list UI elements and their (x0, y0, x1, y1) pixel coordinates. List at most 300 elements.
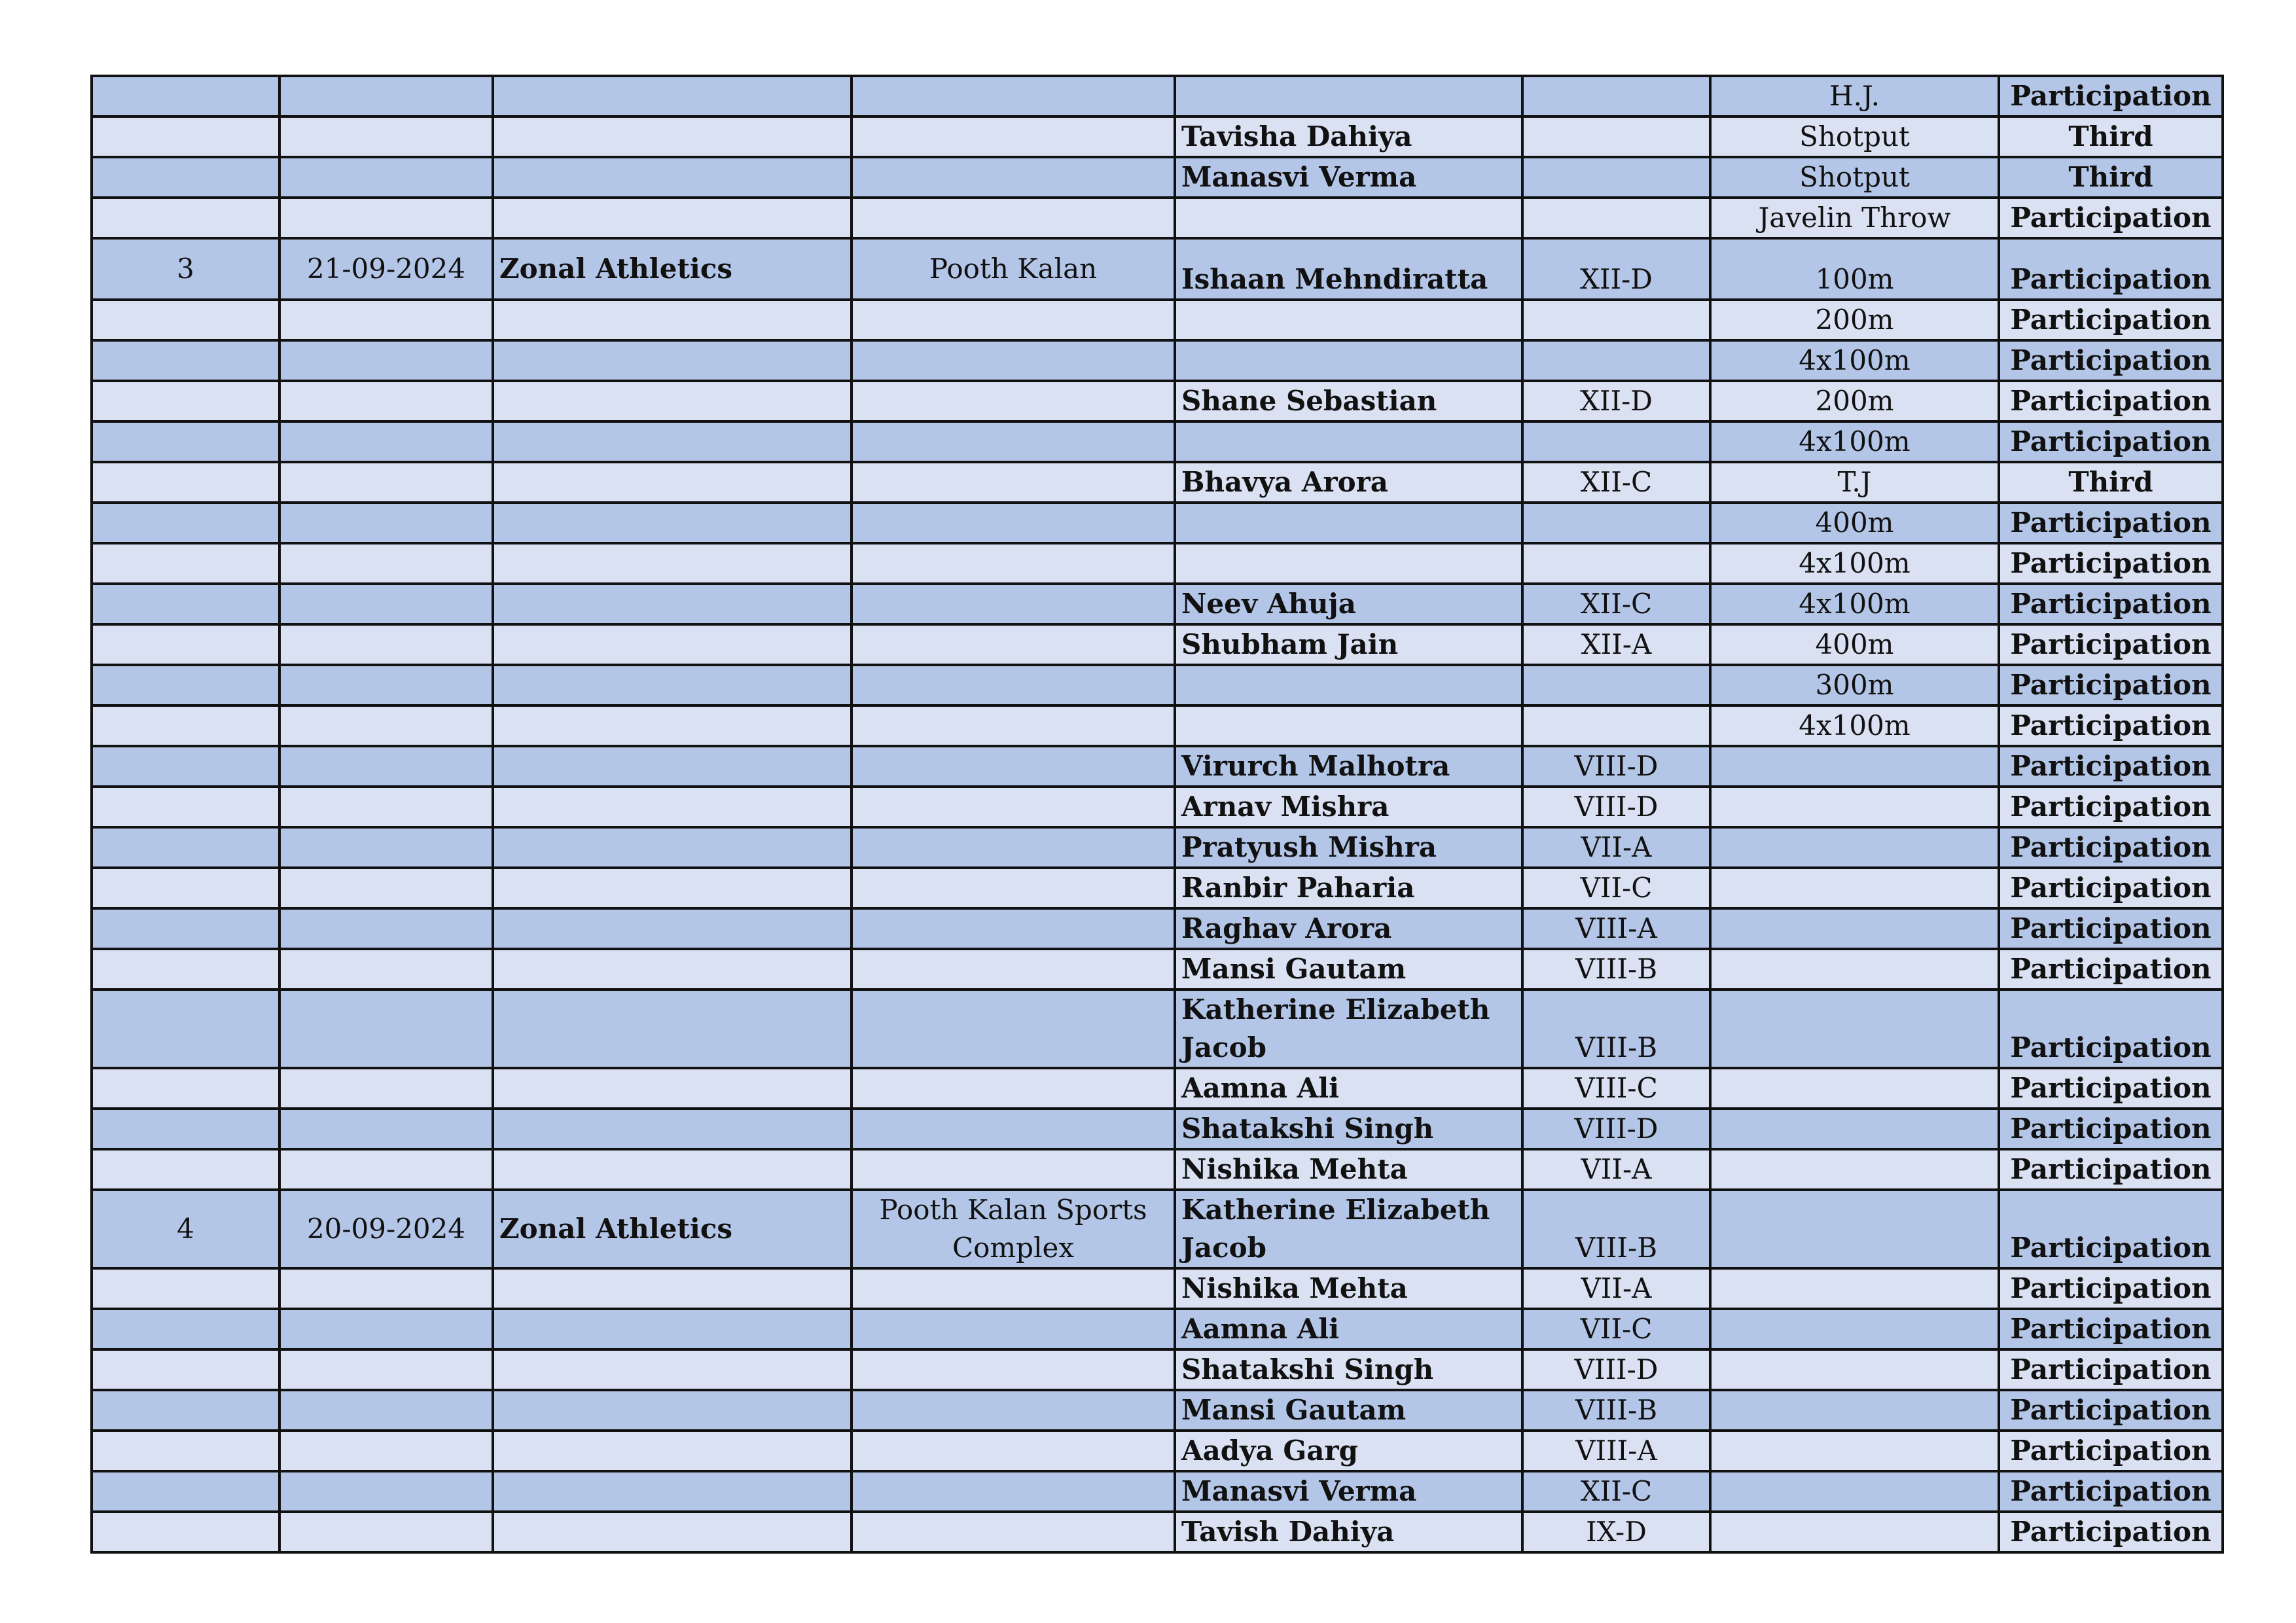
venue-cell (852, 1149, 1175, 1190)
student-name-cell: Katherine Elizabeth Jacob (1175, 990, 1522, 1068)
event-item-cell (1710, 1268, 1999, 1309)
event-cell (493, 76, 852, 116)
class-cell (1522, 421, 1710, 462)
table-row (92, 1390, 2223, 1431)
class-cell: VIII-D (1522, 1109, 1710, 1149)
event-cell (493, 198, 852, 238)
date-cell (279, 421, 493, 462)
date-cell (279, 462, 493, 503)
class-cell: VIII-B (1522, 1190, 1710, 1268)
event-item-cell (1710, 787, 1999, 827)
student-name-cell (1175, 665, 1522, 705)
serial-number-cell (92, 990, 279, 1068)
class-cell: XII-A (1522, 624, 1710, 665)
event-item-cell: 4x100m (1710, 584, 1999, 624)
event-item-cell (1710, 1431, 1999, 1471)
event-cell (493, 1349, 852, 1390)
class-cell (1522, 665, 1710, 705)
event-item-cell: 4x100m (1710, 705, 1999, 746)
student-name-cell: Nishika Mehta (1175, 1149, 1522, 1190)
event-item-cell (1710, 1149, 1999, 1190)
class-cell: VIII-D (1522, 746, 1710, 787)
venue-cell (852, 543, 1175, 584)
student-name-cell: Neev Ahuja (1175, 584, 1522, 624)
serial-number-cell (92, 1309, 279, 1349)
position-cell: Participation (1999, 1068, 2223, 1109)
table-row (92, 157, 2223, 198)
event-item-cell (1710, 908, 1999, 949)
date-cell (279, 1309, 493, 1349)
date-cell (279, 908, 493, 949)
table-row (92, 1349, 2223, 1390)
date-cell (279, 503, 493, 543)
position-cell: Participation (1999, 908, 2223, 949)
position-cell: Participation (1999, 990, 2223, 1068)
position-cell: Participation (1999, 1349, 2223, 1390)
serial-number-cell (92, 198, 279, 238)
event-item-cell: 4x100m (1710, 543, 1999, 584)
student-name-cell: Mansi Gautam (1175, 1390, 1522, 1431)
serial-number-cell (92, 543, 279, 584)
serial-number-cell (92, 705, 279, 746)
table-row (92, 238, 2223, 300)
table-row (92, 543, 2223, 584)
class-cell (1522, 76, 1710, 116)
event-item-cell (1710, 1190, 1999, 1268)
class-cell (1522, 157, 1710, 198)
position-cell: Participation (1999, 787, 2223, 827)
table-row (92, 1268, 2223, 1309)
date-cell (279, 1512, 493, 1552)
table-row (92, 340, 2223, 381)
event-cell (493, 381, 852, 421)
event-item-cell (1710, 1109, 1999, 1149)
serial-number-cell (92, 503, 279, 543)
event-item-cell (1710, 868, 1999, 908)
class-cell: VIII-B (1522, 1390, 1710, 1431)
event-item-cell: 100m (1710, 238, 1999, 300)
venue-cell: Pooth Kalan Sports Complex (852, 1190, 1175, 1268)
table-row (92, 462, 2223, 503)
event-cell (493, 1109, 852, 1149)
event-cell (493, 157, 852, 198)
table-row (92, 908, 2223, 949)
student-name-cell: Shatakshi Singh (1175, 1349, 1522, 1390)
table-row (92, 1471, 2223, 1512)
class-cell: VIII-A (1522, 908, 1710, 949)
class-cell: VIII-D (1522, 1349, 1710, 1390)
venue-cell (852, 827, 1175, 868)
student-name-cell: Katherine Elizabeth Jacob (1175, 1190, 1522, 1268)
event-cell (493, 543, 852, 584)
date-cell (279, 665, 493, 705)
position-cell: Participation (1999, 238, 2223, 300)
event-cell: Zonal Athletics (493, 1190, 852, 1268)
serial-number-cell (92, 1390, 279, 1431)
class-cell (1522, 116, 1710, 157)
class-cell: XII-D (1522, 381, 1710, 421)
student-name-cell: Aadya Garg (1175, 1431, 1522, 1471)
serial-number-cell (92, 1512, 279, 1552)
table-row (92, 1190, 2223, 1268)
event-item-cell (1710, 990, 1999, 1068)
serial-number-cell (92, 300, 279, 340)
event-cell (493, 1390, 852, 1431)
date-cell (279, 198, 493, 238)
date-cell (279, 157, 493, 198)
venue-cell (852, 1309, 1175, 1349)
student-name-cell: Tavish Dahiya (1175, 1512, 1522, 1552)
event-cell: Zonal Athletics (493, 238, 852, 300)
table-row (92, 827, 2223, 868)
date-cell (279, 827, 493, 868)
position-cell: Third (1999, 116, 2223, 157)
class-cell: VII-C (1522, 868, 1710, 908)
venue-cell (852, 116, 1175, 157)
date-cell (279, 1471, 493, 1512)
serial-number-cell (92, 462, 279, 503)
venue-cell (852, 198, 1175, 238)
results-table (90, 75, 2224, 1554)
student-name-cell (1175, 198, 1522, 238)
date-cell (279, 1109, 493, 1149)
student-name-cell: Virurch Malhotra (1175, 746, 1522, 787)
venue-cell (852, 1268, 1175, 1309)
event-cell (493, 1068, 852, 1109)
event-cell (493, 300, 852, 340)
position-cell: Participation (1999, 584, 2223, 624)
venue-cell (852, 787, 1175, 827)
class-cell (1522, 300, 1710, 340)
date-cell (279, 746, 493, 787)
venue-cell (852, 421, 1175, 462)
event-cell (493, 1309, 852, 1349)
serial-number-cell (92, 340, 279, 381)
venue-cell (852, 1431, 1175, 1471)
position-cell: Participation (1999, 503, 2223, 543)
venue-cell (852, 665, 1175, 705)
serial-number-cell (92, 1068, 279, 1109)
class-cell (1522, 503, 1710, 543)
event-cell (493, 949, 852, 990)
student-name-cell (1175, 421, 1522, 462)
class-cell (1522, 198, 1710, 238)
table-row (92, 116, 2223, 157)
student-name-cell (1175, 543, 1522, 584)
class-cell: VIII-C (1522, 1068, 1710, 1109)
serial-number-cell (92, 421, 279, 462)
position-cell: Participation (1999, 300, 2223, 340)
serial-number-cell (92, 1268, 279, 1309)
venue-cell (852, 300, 1175, 340)
student-name-cell: Mansi Gautam (1175, 949, 1522, 990)
table-row (92, 705, 2223, 746)
student-name-cell: Tavisha Dahiya (1175, 116, 1522, 157)
class-cell: VIII-B (1522, 949, 1710, 990)
date-cell (279, 868, 493, 908)
event-cell (493, 827, 852, 868)
position-cell: Participation (1999, 665, 2223, 705)
event-item-cell: 400m (1710, 503, 1999, 543)
class-cell: VIII-D (1522, 787, 1710, 827)
event-cell (493, 665, 852, 705)
date-cell (279, 116, 493, 157)
student-name-cell (1175, 340, 1522, 381)
table-row (92, 746, 2223, 787)
venue-cell (852, 584, 1175, 624)
event-item-cell (1710, 1309, 1999, 1349)
date-cell (279, 1149, 493, 1190)
event-cell (493, 705, 852, 746)
student-name-cell (1175, 76, 1522, 116)
event-item-cell: 400m (1710, 624, 1999, 665)
table-row (92, 787, 2223, 827)
table-row (92, 198, 2223, 238)
date-cell (279, 1431, 493, 1471)
position-cell: Participation (1999, 1309, 2223, 1349)
venue-cell (852, 503, 1175, 543)
event-item-cell: 300m (1710, 665, 1999, 705)
results-table-body (92, 76, 2223, 1552)
venue-cell (852, 340, 1175, 381)
position-cell: Participation (1999, 381, 2223, 421)
position-cell: Third (1999, 462, 2223, 503)
event-cell (493, 340, 852, 381)
date-cell (279, 543, 493, 584)
venue-cell (852, 868, 1175, 908)
serial-number-cell (92, 787, 279, 827)
student-name-cell: Aamna Ali (1175, 1309, 1522, 1349)
event-item-cell (1710, 827, 1999, 868)
serial-number-cell (92, 868, 279, 908)
table-row (92, 381, 2223, 421)
event-item-cell: 200m (1710, 381, 1999, 421)
student-name-cell (1175, 503, 1522, 543)
position-cell: Participation (1999, 1268, 2223, 1309)
venue-cell (852, 1109, 1175, 1149)
serial-number-cell: 4 (92, 1190, 279, 1268)
student-name-cell: Aamna Ali (1175, 1068, 1522, 1109)
class-cell: XII-C (1522, 584, 1710, 624)
event-cell (493, 116, 852, 157)
date-cell (279, 1349, 493, 1390)
position-cell: Third (1999, 157, 2223, 198)
student-name-cell (1175, 705, 1522, 746)
serial-number-cell (92, 1471, 279, 1512)
venue-cell (852, 990, 1175, 1068)
student-name-cell: Manasvi Verma (1175, 1471, 1522, 1512)
student-name-cell: Bhavya Arora (1175, 462, 1522, 503)
position-cell: Participation (1999, 543, 2223, 584)
position-cell: Participation (1999, 1149, 2223, 1190)
student-name-cell: Manasvi Verma (1175, 157, 1522, 198)
table-row (92, 1109, 2223, 1149)
event-item-cell (1710, 1349, 1999, 1390)
table-row (92, 949, 2223, 990)
date-cell (279, 340, 493, 381)
class-cell: XII-C (1522, 462, 1710, 503)
serial-number-cell (92, 746, 279, 787)
event-item-cell: Shotput (1710, 157, 1999, 198)
event-cell (493, 1149, 852, 1190)
date-cell: 21-09-2024 (279, 238, 493, 300)
class-cell: VII-A (1522, 827, 1710, 868)
position-cell: Participation (1999, 340, 2223, 381)
table-row (92, 1512, 2223, 1552)
position-cell: Participation (1999, 949, 2223, 990)
date-cell (279, 1390, 493, 1431)
position-cell: Participation (1999, 1190, 2223, 1268)
student-name-cell: Raghav Arora (1175, 908, 1522, 949)
position-cell: Participation (1999, 1390, 2223, 1431)
position-cell: Participation (1999, 198, 2223, 238)
date-cell (279, 1068, 493, 1109)
student-name-cell: Ranbir Paharia (1175, 868, 1522, 908)
event-item-cell: Shotput (1710, 116, 1999, 157)
position-cell: Participation (1999, 868, 2223, 908)
table-row (92, 1149, 2223, 1190)
student-name-cell: Pratyush Mishra (1175, 827, 1522, 868)
student-name-cell: Arnav Mishra (1175, 787, 1522, 827)
venue-cell (852, 1390, 1175, 1431)
venue-cell: Pooth Kalan (852, 238, 1175, 300)
event-item-cell (1710, 1068, 1999, 1109)
event-cell (493, 787, 852, 827)
class-cell (1522, 705, 1710, 746)
class-cell: XII-D (1522, 238, 1710, 300)
class-cell: VIII-B (1522, 990, 1710, 1068)
position-cell: Participation (1999, 746, 2223, 787)
venue-cell (852, 1349, 1175, 1390)
event-cell (493, 584, 852, 624)
student-name-cell: Ishaan Mehndiratta (1175, 238, 1522, 300)
venue-cell (852, 157, 1175, 198)
venue-cell (852, 949, 1175, 990)
class-cell: XII-C (1522, 1471, 1710, 1512)
event-item-cell: T.J (1710, 462, 1999, 503)
class-cell (1522, 340, 1710, 381)
serial-number-cell (92, 381, 279, 421)
event-cell (493, 503, 852, 543)
event-item-cell (1710, 949, 1999, 990)
position-cell: Participation (1999, 76, 2223, 116)
event-item-cell (1710, 746, 1999, 787)
date-cell (279, 705, 493, 746)
event-item-cell (1710, 1390, 1999, 1431)
event-item-cell: Javelin Throw (1710, 198, 1999, 238)
serial-number-cell (92, 584, 279, 624)
serial-number-cell (92, 665, 279, 705)
venue-cell (852, 1512, 1175, 1552)
event-item-cell: H.J. (1710, 76, 1999, 116)
table-row (92, 1431, 2223, 1471)
serial-number-cell (92, 76, 279, 116)
date-cell (279, 300, 493, 340)
event-cell (493, 624, 852, 665)
event-cell (493, 462, 852, 503)
date-cell (279, 1268, 493, 1309)
student-name-cell: Shubham Jain (1175, 624, 1522, 665)
serial-number-cell (92, 949, 279, 990)
venue-cell (852, 1471, 1175, 1512)
event-cell (493, 908, 852, 949)
position-cell: Participation (1999, 1431, 2223, 1471)
table-row (92, 76, 2223, 116)
position-cell: Participation (1999, 1512, 2223, 1552)
venue-cell (852, 381, 1175, 421)
venue-cell (852, 1068, 1175, 1109)
serial-number-cell: 3 (92, 238, 279, 300)
date-cell (279, 381, 493, 421)
class-cell: VII-A (1522, 1268, 1710, 1309)
serial-number-cell (92, 1431, 279, 1471)
table-row (92, 421, 2223, 462)
class-cell: IX-D (1522, 1512, 1710, 1552)
serial-number-cell (92, 1349, 279, 1390)
event-cell (493, 868, 852, 908)
serial-number-cell (92, 908, 279, 949)
position-cell: Participation (1999, 1109, 2223, 1149)
event-cell (493, 990, 852, 1068)
table-row (92, 300, 2223, 340)
serial-number-cell (92, 116, 279, 157)
class-cell: VII-C (1522, 1309, 1710, 1349)
date-cell (279, 584, 493, 624)
event-cell (493, 1512, 852, 1552)
serial-number-cell (92, 1149, 279, 1190)
event-item-cell (1710, 1471, 1999, 1512)
class-cell (1522, 543, 1710, 584)
serial-number-cell (92, 624, 279, 665)
venue-cell (852, 624, 1175, 665)
table-row (92, 868, 2223, 908)
student-name-cell: Shatakshi Singh (1175, 1109, 1522, 1149)
table-row (92, 1309, 2223, 1349)
date-cell (279, 624, 493, 665)
table-row (92, 1068, 2223, 1109)
venue-cell (852, 76, 1175, 116)
date-cell (279, 787, 493, 827)
position-cell: Participation (1999, 1471, 2223, 1512)
class-cell: VII-A (1522, 1149, 1710, 1190)
table-row (92, 990, 2223, 1068)
event-cell (493, 1431, 852, 1471)
table-row (92, 503, 2223, 543)
student-name-cell: Nishika Mehta (1175, 1268, 1522, 1309)
student-name-cell: Shane Sebastian (1175, 381, 1522, 421)
date-cell (279, 990, 493, 1068)
venue-cell (852, 746, 1175, 787)
date-cell (279, 949, 493, 990)
venue-cell (852, 908, 1175, 949)
date-cell (279, 76, 493, 116)
event-cell (493, 1268, 852, 1309)
event-cell (493, 746, 852, 787)
position-cell: Participation (1999, 421, 2223, 462)
table-row (92, 624, 2223, 665)
serial-number-cell (92, 827, 279, 868)
position-cell: Participation (1999, 705, 2223, 746)
student-name-cell (1175, 300, 1522, 340)
event-item-cell: 4x100m (1710, 340, 1999, 381)
table-row (92, 584, 2223, 624)
event-cell (493, 421, 852, 462)
event-cell (493, 1471, 852, 1512)
position-cell: Participation (1999, 624, 2223, 665)
table-row (92, 665, 2223, 705)
date-cell: 20-09-2024 (279, 1190, 493, 1268)
venue-cell (852, 705, 1175, 746)
